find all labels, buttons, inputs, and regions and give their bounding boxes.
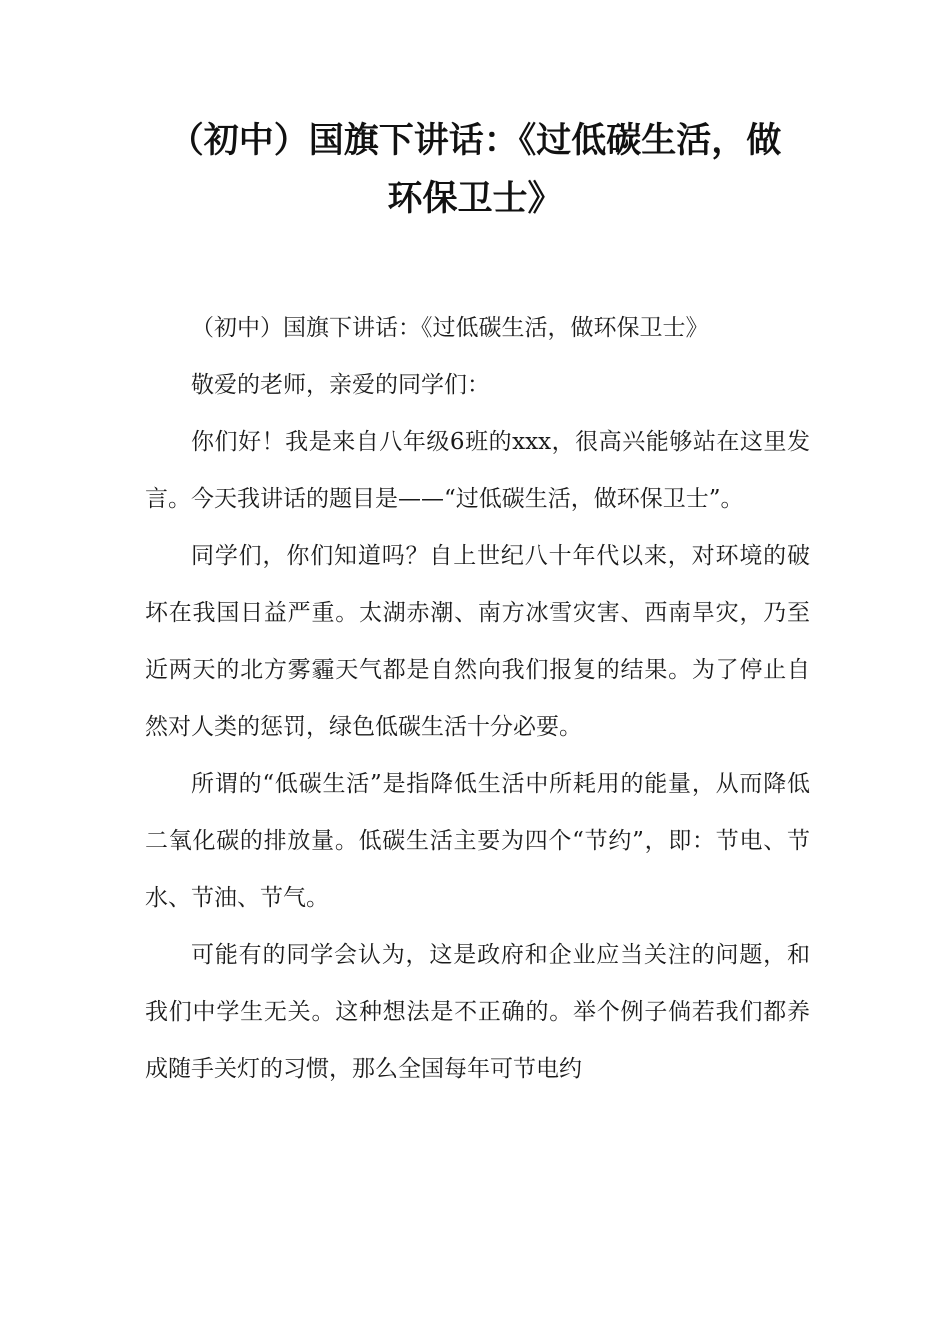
title-line-1: （初中）国旗下讲话：《过低碳生活，做 <box>168 121 782 161</box>
paragraph-greeting: 你们好！我是来自八年级6班的xxx，很高兴能够站在这里发言。今天我讲话的题目是——“过低碳生活，做环保卫士”。 <box>145 429 810 512</box>
paragraph-environment: 同学们，你们知道吗？自上世纪八十年代以来，对环境的破坏在我国日益严重。太湖赤潮、南方冰雪灾害、西南旱灾，乃至近两天的北方雾霾天气都是自然向我们报复的结果。为了停止自然对人类的惩罚，绿色低碳生活十分必要。 <box>145 543 810 740</box>
paragraph-low-carbon-definition: 所谓的“低碳生活”是指降低生活中所耗用的能量，从而降低二氧化碳的排放量。低碳生活主要为四个“节约”，即：节电、节水、节油、节气。 <box>145 771 810 911</box>
salutation: 敬爱的老师，亲爱的同学们： <box>191 372 490 398</box>
title-line-2: 环保卫士》 <box>387 179 563 219</box>
document-title <box>120 112 830 228</box>
paragraph-student-role: 可能有的同学会认为，这是政府和企业应当关注的问题，和我们中学生无关。这种想法是不正确的。举个例子倘若我们都养成随手关灯的习惯，那么全国每年可节电约 <box>145 942 810 1082</box>
speech-subtitle: （初中）国旗下讲话：《过低碳生活，做环保卫士》 <box>191 315 709 341</box>
document-body <box>145 300 810 1098</box>
